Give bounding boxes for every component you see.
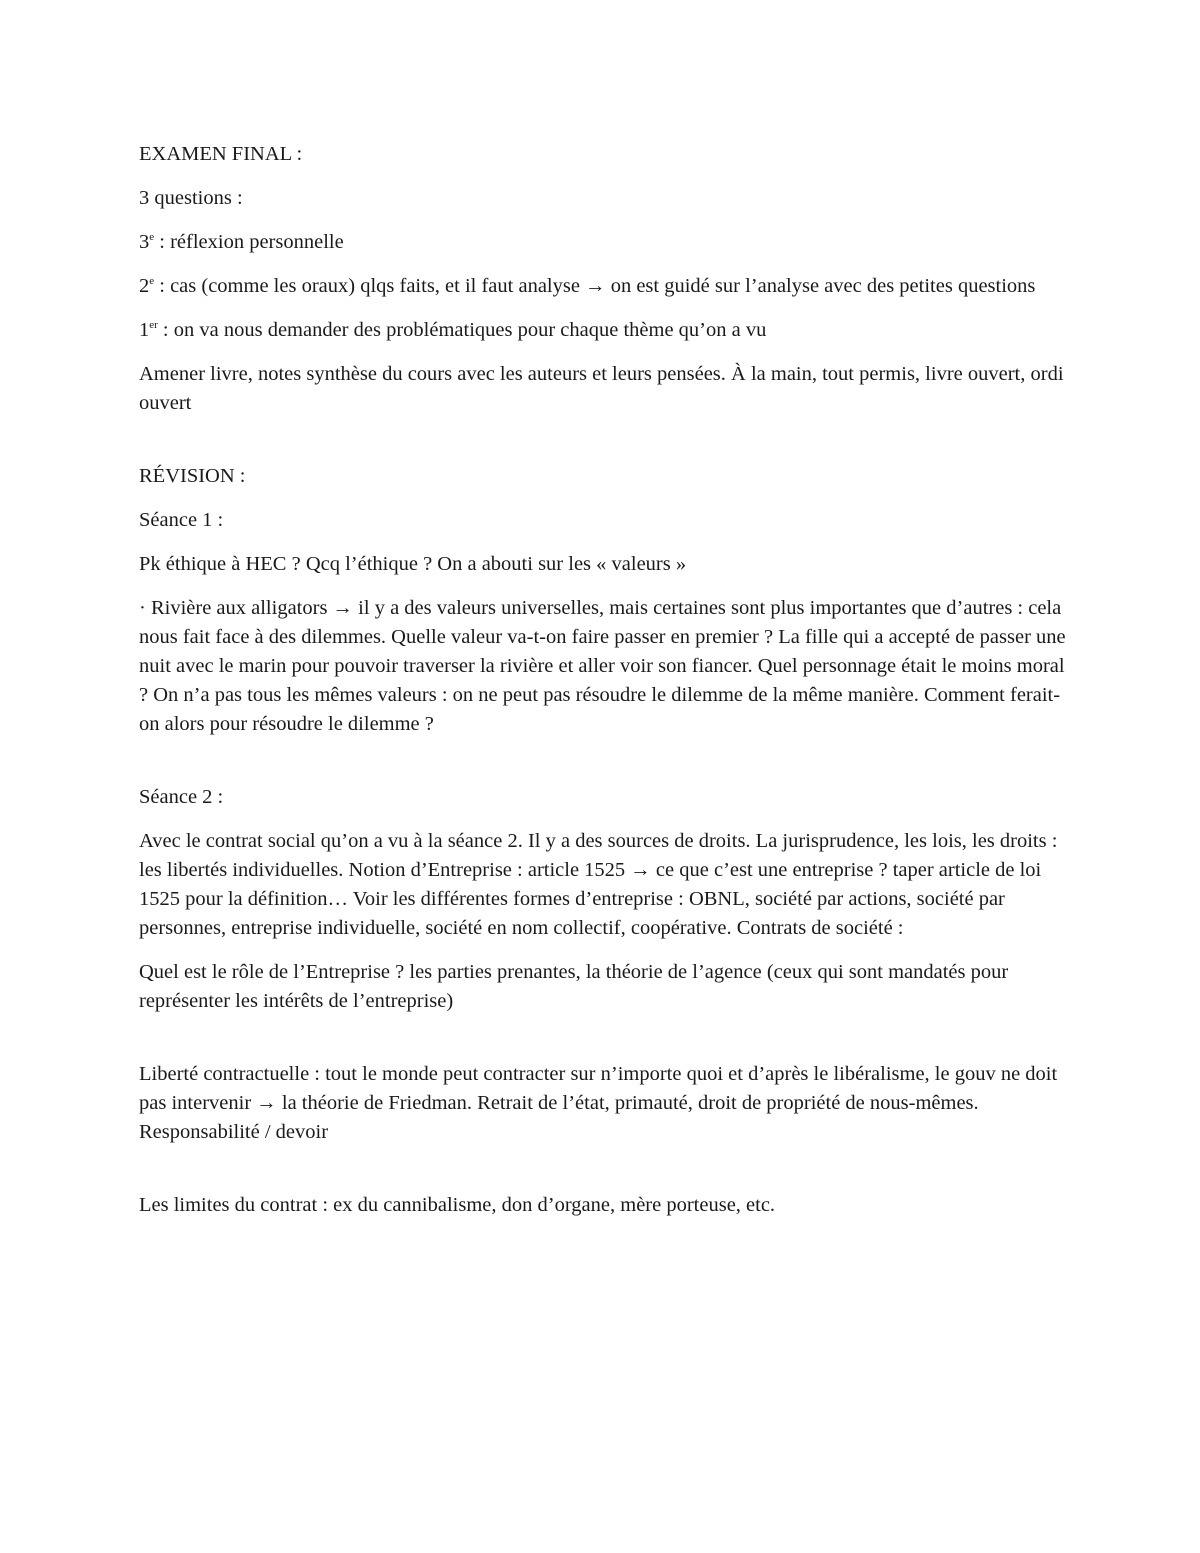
exam-heading: EXAMEN FINAL : (139, 143, 303, 165)
document-page (139, 140, 1069, 1235)
question-1-ordinal: er (149, 319, 158, 332)
question-1-number: 1 (139, 319, 150, 341)
seance-2-liberte-contractuelle: Liberté contractuelle : tout le monde peut contracter sur n’importe quoi et d’après le libéralisme, le gouv ne doit pas intervenir → la théorie de Friedman. Retrait de l’état, primauté, droit de propriété de nous-mêmes. Responsabilité / devoir (139, 1063, 1058, 1143)
questions-count: 3 questions : (139, 187, 243, 209)
seance-1-intro: Pk éthique à HEC ? Qcq l’éthique ? On a abouti sur les « valeurs » (139, 553, 687, 575)
question-2 (139, 272, 1069, 301)
revision-heading: RÉVISION : (139, 465, 246, 487)
seance-2-contrat-social: Avec le contrat social qu’on a vu à la séance 2. Il y a des sources de droits. La jurisprudence, les lois, les droits : les libertés individuelles. Notion d’Entreprise : article 1525 → ce que c’est une entreprise ? taper article de loi 1525 pour la définition… Voir les différentes formes d’entreprise : OBNL, société par actions, société par personnes, entreprise individuelle, société en nom collectif, coopérative. Contrats de société : (139, 830, 1058, 939)
question-3-number: 3 (139, 231, 150, 253)
seance-2-limites-contrat: Les limites du contrat : ex du cannibalisme, don d’organe, mère porteuse, etc. (139, 1194, 776, 1216)
question-3-text: : réflexion personnelle (154, 231, 344, 253)
seance-1-alligators: · Rivière aux alligators → il y a des valeurs universelles, mais certaines sont plus importantes que d’autres : cela nous fait face à des dilemmes. Quelle valeur va-t-on faire passer en premier ? La fille qui a accepté de passer une nuit avec le marin pour pouvoir traverser la rivière et aller voir son fiancer. Quel personnage était le moins moral ? On n’a pas tous les mêmes valeurs : on ne peut pas résoudre le dilemme de la même manière. Comment ferait-on alors pour résoudre le dilemme ? (139, 597, 1066, 735)
question-2-text: : cas (comme les oraux) qlqs faits, et il faut analyse → on est guidé sur l’analyse avec des petites questions (154, 275, 1036, 297)
question-1-text: : on va nous demander des problématiques pour chaque thème qu’on a vu (157, 319, 767, 341)
question-3 (139, 228, 1069, 257)
question-2-ordinal: e (149, 275, 155, 288)
question-2-number: 2 (139, 275, 150, 297)
seance-2-role-entreprise: Quel est le rôle de l’Entreprise ? les parties prenantes, la théorie de l’agence (ceux qui sont mandatés pour représenter les intérêts de l’entreprise) (139, 961, 1009, 1012)
question-3-ordinal: e (149, 231, 155, 244)
seance-1-title: Séance 1 : (139, 509, 224, 531)
question-1 (139, 316, 1069, 345)
seance-2-title: Séance 2 : (139, 786, 224, 808)
exam-instructions: Amener livre, notes synthèse du cours avec les auteurs et leurs pensées. À la main, tout permis, livre ouvert, ordi ouvert (139, 363, 1064, 414)
